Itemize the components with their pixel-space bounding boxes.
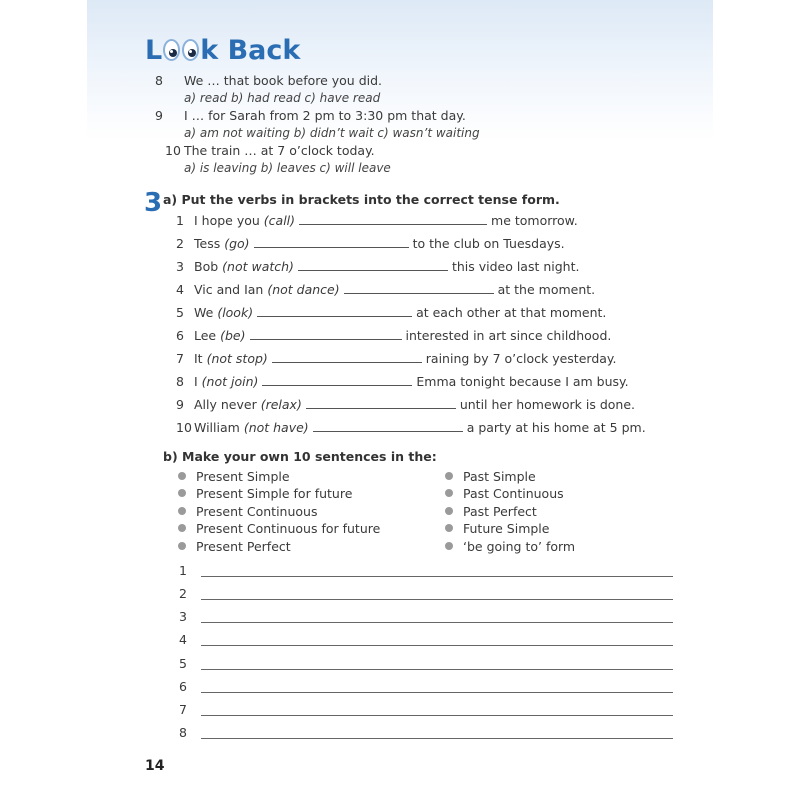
part-a-row: 1 I hope you (call) me tomorrow. (176, 213, 578, 228)
tense-item: Past Continuous (463, 486, 564, 501)
tense-item: Present Continuous for future (196, 521, 381, 536)
part-a-row: 5 We (look) at each other at that moment. (176, 305, 607, 320)
writing-line[interactable] (201, 622, 673, 623)
writing-line-number: 8 (179, 725, 187, 740)
bullet-icon (178, 524, 186, 532)
tense-item: Present Continuous (196, 504, 318, 519)
part-a-row: 3 Bob (not watch) this video last night. (176, 259, 580, 274)
bullet-icon (445, 472, 453, 480)
intro-item-options: a) read b) had read c) have read (184, 91, 381, 105)
bullet-icon (178, 472, 186, 480)
writing-line[interactable] (201, 715, 673, 716)
intro-item-number: 9 (155, 108, 163, 123)
eye-icon (182, 39, 199, 61)
intro-item-text: We … that book before you did. (184, 73, 383, 88)
answer-blank[interactable] (344, 281, 494, 294)
writing-line-number: 7 (179, 702, 187, 717)
title-rest: k Back (200, 34, 301, 66)
intro-item-options: a) is leaving b) leaves c) will leave (184, 161, 391, 175)
tense-item: Future Simple (463, 521, 550, 536)
intro-item-text: I … for Sarah from 2 pm to 3:30 pm that day. (184, 108, 466, 123)
answer-blank[interactable] (313, 419, 463, 432)
part-a-heading: a) Put the verbs in brackets into the correct tense form. (163, 192, 560, 207)
writing-line-number: 4 (179, 632, 187, 647)
part-a-row: 8 I (not join) Emma tonight because I am busy. (176, 374, 629, 389)
answer-blank[interactable] (262, 373, 412, 386)
writing-line[interactable] (201, 599, 673, 600)
writing-line[interactable] (201, 692, 673, 693)
tense-item: Past Perfect (463, 504, 537, 519)
workbook-page (87, 0, 713, 800)
writing-line-number: 5 (179, 656, 187, 671)
bullet-icon (178, 542, 186, 550)
page-number: 14 (145, 758, 165, 774)
writing-line[interactable] (201, 576, 673, 577)
answer-blank[interactable] (254, 235, 409, 248)
writing-line[interactable] (201, 738, 673, 739)
writing-line[interactable] (201, 645, 673, 646)
part-a-row: 4 Vic and Ian (not dance) at the moment. (176, 282, 596, 297)
answer-blank[interactable] (250, 327, 402, 340)
exercise-number: 3 (144, 188, 163, 218)
bullet-icon (445, 507, 453, 515)
tense-item: Present Perfect (196, 539, 291, 554)
answer-blank[interactable] (257, 304, 412, 317)
bullet-icon (445, 489, 453, 497)
bullet-icon (445, 524, 453, 532)
intro-item-text: The train … at 7 o’clock today. (184, 143, 375, 158)
answer-blank[interactable] (298, 258, 448, 271)
part-a-row: 9 Ally never (relax) until her homework is done. (176, 397, 636, 412)
title-first-letter: L (145, 34, 163, 66)
writing-line-number: 1 (179, 563, 187, 578)
tense-item: Present Simple (196, 469, 290, 484)
eye-icon (163, 39, 180, 61)
answer-blank[interactable] (299, 212, 487, 225)
part-a-row: 2 Tess (go) to the club on Tuesdays. (176, 236, 565, 251)
bullet-icon (178, 489, 186, 497)
answer-blank[interactable] (272, 350, 422, 363)
part-b-heading: b) Make your own 10 sentences in the: (163, 449, 437, 464)
intro-item-number: 8 (155, 73, 163, 88)
intro-item-options: a) am not waiting b) didn’t wait c) wasn’t waiting (184, 126, 480, 140)
writing-line[interactable] (201, 669, 673, 670)
bullet-icon (445, 542, 453, 550)
tense-item: Past Simple (463, 469, 536, 484)
part-a-row: 6 Lee (be) interested in art since childhood. (176, 328, 612, 343)
section-title (145, 32, 300, 68)
intro-item-number: 10 (165, 143, 181, 158)
bullet-icon (178, 507, 186, 515)
answer-blank[interactable] (306, 396, 456, 409)
writing-line-number: 2 (179, 586, 187, 601)
part-a-row: 7 It (not stop) raining by 7 o’clock yesterday. (176, 351, 617, 366)
tense-item: Present Simple for future (196, 486, 353, 501)
writing-line-number: 6 (179, 679, 187, 694)
part-a-row: 10 William (not have) a party at his home at 5 pm. (176, 420, 646, 435)
writing-line-number: 3 (179, 609, 187, 624)
tense-item: ‘be going to’ form (463, 539, 576, 554)
